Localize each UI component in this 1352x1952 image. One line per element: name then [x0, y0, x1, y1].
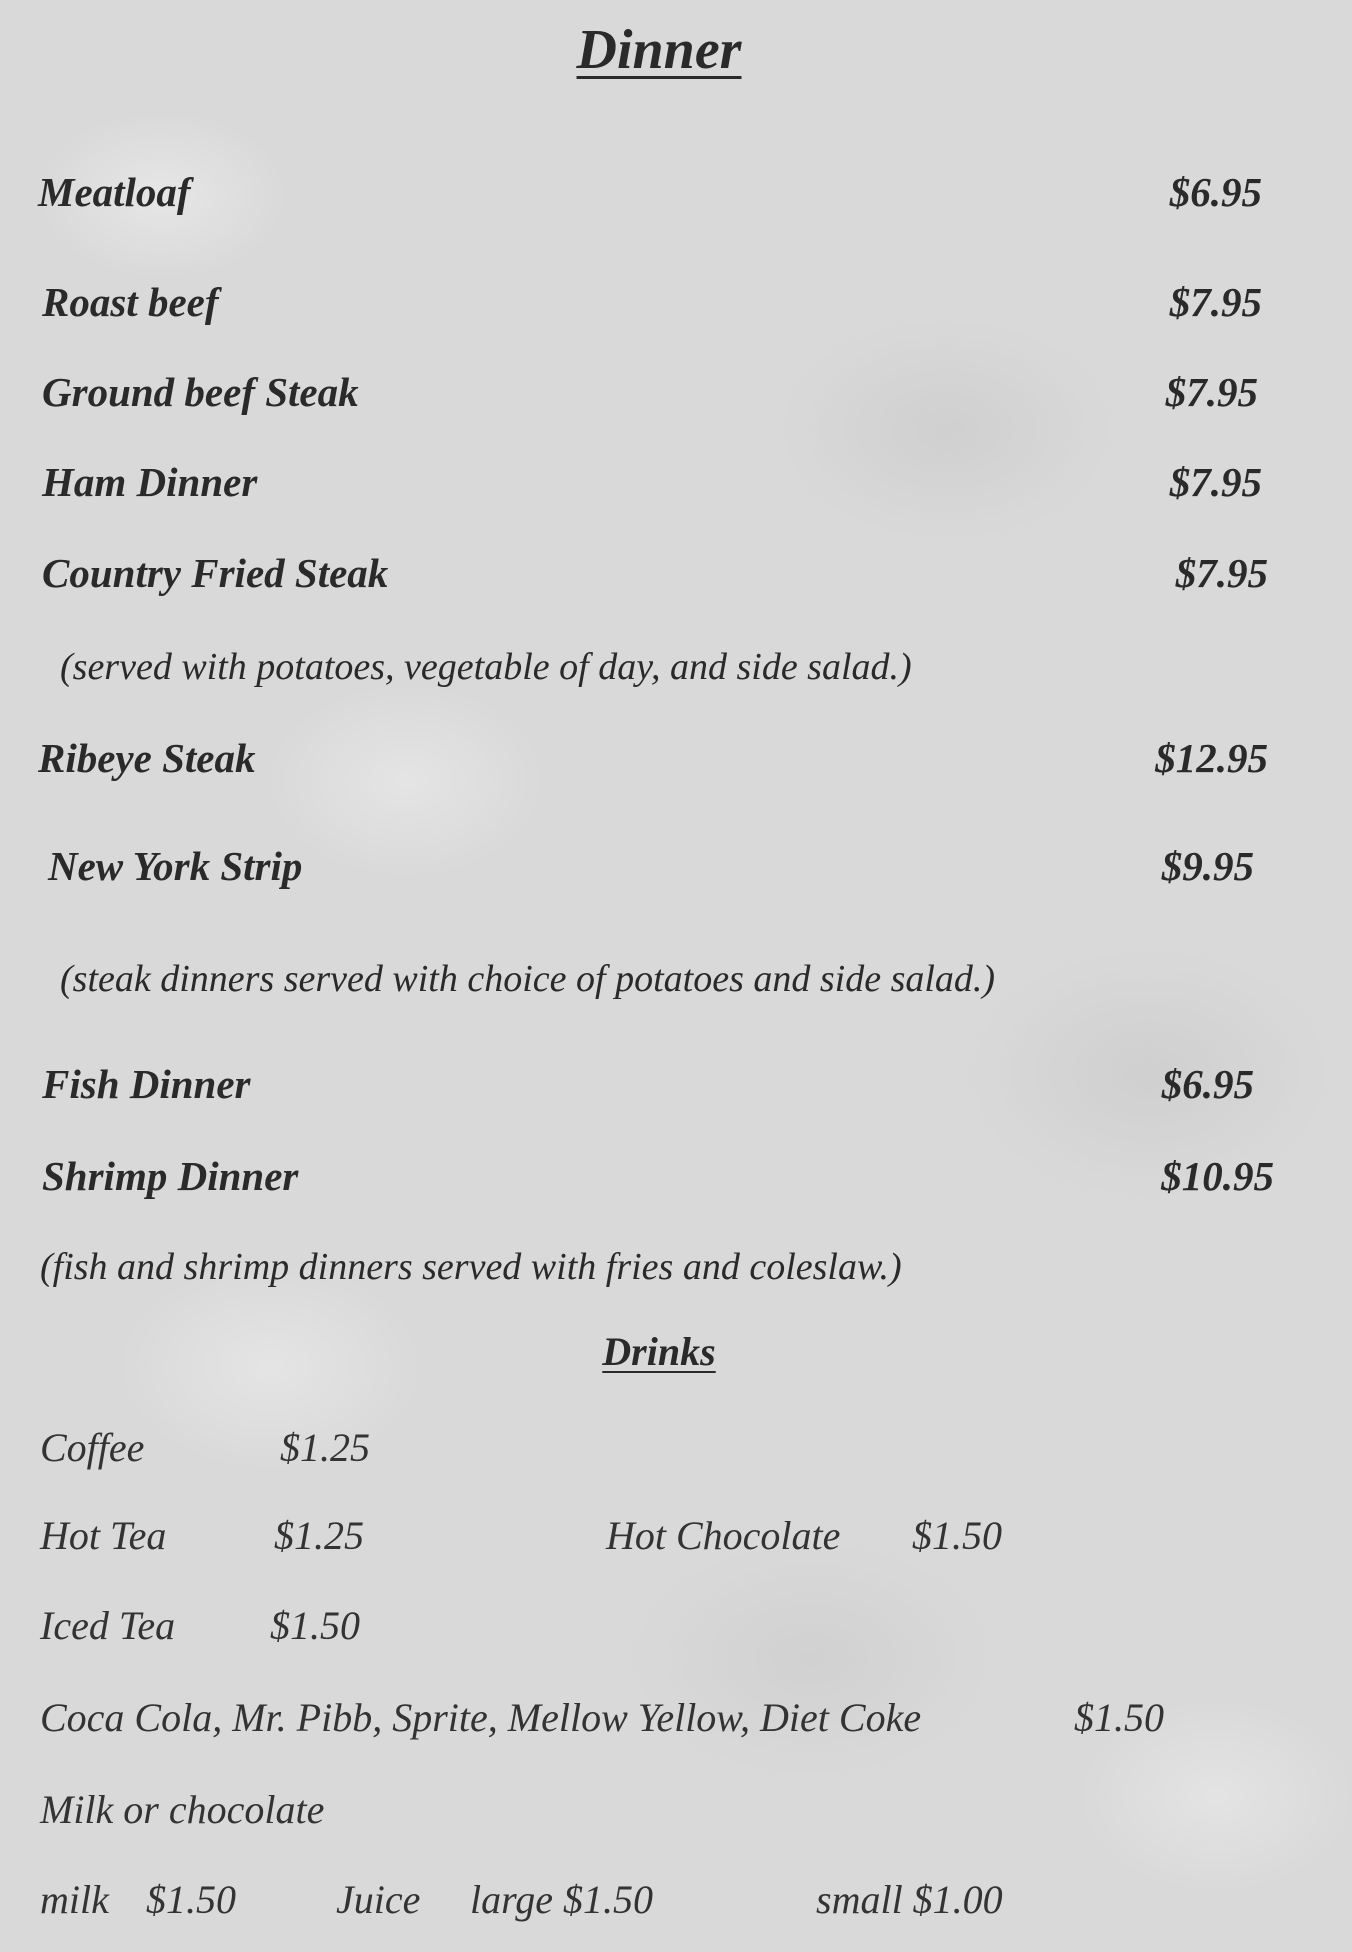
item-name-fish-dinner: Fish Dinner [42, 1061, 251, 1107]
drink-name-milk: milk [40, 1877, 109, 1922]
drink-price-milk: $1.50 [146, 1877, 236, 1922]
drink-price-hot-tea: $1.25 [274, 1513, 364, 1558]
item-price-ground-beef-steak: $7.95 [1165, 369, 1258, 415]
drink-price-coffee: $1.25 [280, 1425, 370, 1470]
item-name-roast-beef: Roast beef [42, 279, 219, 325]
item-price-roast-beef: $7.95 [1169, 279, 1262, 325]
drink-price-hot-chocolate: $1.50 [912, 1513, 1002, 1558]
note-dinners: (served with potatoes, vegetable of day, and side salad.) [60, 646, 912, 688]
drink-name-hot-chocolate: Hot Chocolate [606, 1513, 841, 1558]
item-price-ham-dinner: $7.95 [1169, 459, 1262, 505]
drink-milk-or-chocolate: Milk or chocolate [40, 1787, 325, 1832]
menu-title: Dinner [576, 19, 742, 81]
drink-price-sodas: $1.50 [1074, 1695, 1164, 1740]
item-name-ribeye-steak: Ribeye Steak [38, 735, 256, 781]
note-steak: (steak dinners served with choice of potatoes and side salad.) [60, 958, 996, 1000]
drink-price-iced-tea: $1.50 [270, 1603, 360, 1648]
item-price-country-fried-steak: $7.95 [1175, 550, 1268, 596]
item-price-shrimp-dinner: $10.95 [1161, 1153, 1274, 1199]
drink-name-hot-tea: Hot Tea [40, 1513, 167, 1558]
item-name-shrimp-dinner: Shrimp Dinner [42, 1153, 299, 1199]
drink-name-iced-tea: Iced Tea [40, 1603, 176, 1648]
item-name-country-fried-steak: Country Fried Steak [42, 550, 389, 596]
drink-price-juice-large: large $1.50 [470, 1877, 653, 1922]
item-name-ham-dinner: Ham Dinner [42, 459, 258, 505]
drink-price-juice-small: small $1.00 [816, 1877, 1003, 1922]
note-seafood: (fish and shrimp dinners served with fries and coleslaw.) [40, 1246, 902, 1288]
item-name-ground-beef-steak: Ground beef Steak [42, 369, 359, 415]
drink-name-juice: Juice [336, 1877, 421, 1922]
drink-name-sodas: Coca Cola, Mr. Pibb, Sprite, Mellow Yellow, Diet Coke [40, 1695, 922, 1740]
item-price-new-york-strip: $9.95 [1161, 843, 1254, 889]
item-name-meatloaf: Meatloaf [38, 169, 191, 215]
item-price-meatloaf: $6.95 [1169, 169, 1262, 215]
item-name-new-york-strip: New York Strip [48, 843, 303, 889]
item-price-fish-dinner: $6.95 [1161, 1061, 1254, 1107]
drinks-title: Drinks [602, 1329, 716, 1374]
drink-name-coffee: Coffee [40, 1425, 145, 1470]
item-price-ribeye-steak: $12.95 [1155, 735, 1268, 781]
